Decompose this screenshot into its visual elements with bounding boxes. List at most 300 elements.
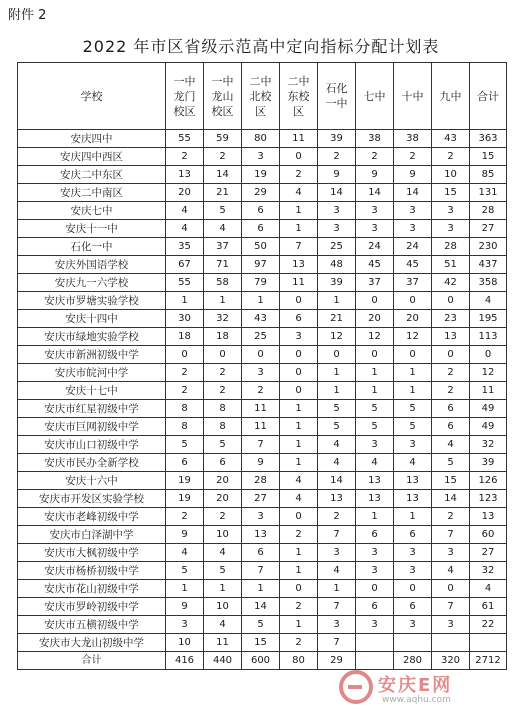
quota-cell: 11 (242, 418, 280, 436)
quota-cell: 1 (356, 382, 394, 400)
quota-cell: 4 (204, 544, 242, 562)
quota-cell: 11 (280, 130, 318, 148)
quota-cell: 14 (318, 472, 356, 490)
quota-cell: 2 (318, 148, 356, 166)
quota-cell: 195 (470, 310, 507, 328)
quota-cell: 61 (470, 598, 507, 616)
quota-cell: 2 (204, 382, 242, 400)
column-header: 二中东校区 (280, 63, 318, 130)
quota-cell: 1 (394, 382, 432, 400)
quota-cell: 2 (204, 364, 242, 382)
quota-cell: 3 (356, 544, 394, 562)
quota-cell: 0 (280, 148, 318, 166)
school-name-cell: 安庆市白泽湖中学 (18, 526, 166, 544)
quota-cell: 14 (432, 490, 470, 508)
watermark (338, 665, 522, 712)
quota-cell: 3 (394, 562, 432, 580)
quota-cell: 13 (166, 166, 204, 184)
quota-cell: 7 (280, 238, 318, 256)
quota-cell: 22 (470, 616, 507, 634)
quota-cell: 24 (394, 238, 432, 256)
table-row (18, 166, 507, 184)
quota-cell: 5 (166, 562, 204, 580)
quota-cell: 3 (432, 202, 470, 220)
quota-cell: 7 (318, 526, 356, 544)
quota-cell: 6 (242, 544, 280, 562)
column-header: 二中北校区 (242, 63, 280, 130)
quota-cell: 5 (166, 436, 204, 454)
quota-cell: 32 (470, 562, 507, 580)
quota-cell: 2 (280, 526, 318, 544)
table-row (18, 616, 507, 634)
school-name-cell: 安庆市罗塘实验学校 (18, 292, 166, 310)
column-header: 石化一中 (318, 63, 356, 130)
quota-cell: 13 (242, 526, 280, 544)
quota-cell: 13 (356, 490, 394, 508)
quota-cell: 8 (166, 400, 204, 418)
quota-cell: 10 (204, 598, 242, 616)
quota-cell: 19 (166, 472, 204, 490)
table-row (18, 238, 507, 256)
quota-cell: 4 (318, 562, 356, 580)
school-name-cell: 安庆九一六学校 (18, 274, 166, 292)
school-name-cell: 安庆市民办全新学校 (18, 454, 166, 472)
quota-cell: 0 (432, 580, 470, 598)
quota-cell: 1 (356, 364, 394, 382)
quota-cell: 437 (470, 256, 507, 274)
quota-cell: 9 (356, 166, 394, 184)
quota-cell: 3 (242, 148, 280, 166)
quota-cell: 49 (470, 400, 507, 418)
quota-cell: 2 (242, 382, 280, 400)
school-name-cell: 安庆十七中 (18, 382, 166, 400)
watermark-url: www.aqhu.com (382, 695, 451, 705)
quota-cell: 7 (432, 526, 470, 544)
quota-cell: 6 (394, 526, 432, 544)
quota-cell: 0 (356, 292, 394, 310)
school-name-cell: 安庆市皖河中学 (18, 364, 166, 382)
quota-cell: 12 (356, 328, 394, 346)
column-header: 一中龙门校区 (166, 63, 204, 130)
school-name-cell: 安庆市山口初级中学 (18, 436, 166, 454)
quota-cell: 67 (166, 256, 204, 274)
quota-table (17, 62, 507, 670)
quota-cell: 0 (394, 346, 432, 364)
quota-cell: 3 (242, 364, 280, 382)
quota-cell: 5 (204, 436, 242, 454)
quota-cell: 5 (204, 202, 242, 220)
quota-cell: 7 (318, 634, 356, 652)
quota-cell: 113 (470, 328, 507, 346)
quota-cell: 71 (204, 256, 242, 274)
quota-cell: 25 (318, 238, 356, 256)
quota-cell: 7 (242, 436, 280, 454)
quota-cell (432, 634, 470, 652)
quota-cell: 3 (394, 202, 432, 220)
total-row (18, 652, 507, 670)
table-header-row (18, 63, 507, 130)
quota-cell: 1 (318, 382, 356, 400)
school-name-cell: 安庆市新洲初级中学 (18, 346, 166, 364)
quota-cell: 6 (432, 400, 470, 418)
school-name-cell: 安庆市绿地实验学校 (18, 328, 166, 346)
quota-cell: 3 (318, 616, 356, 634)
quota-cell: 0 (280, 292, 318, 310)
table-row (18, 454, 507, 472)
table-row (18, 508, 507, 526)
school-name-cell: 安庆四中西区 (18, 148, 166, 166)
quota-cell: 2 (166, 148, 204, 166)
quota-cell: 358 (470, 274, 507, 292)
quota-cell: 12 (394, 328, 432, 346)
school-name-cell: 安庆市花山初级中学 (18, 580, 166, 598)
table-row (18, 346, 507, 364)
school-name-cell: 安庆四中 (18, 130, 166, 148)
quota-cell: 1 (280, 454, 318, 472)
table-row (18, 292, 507, 310)
quota-cell: 39 (470, 454, 507, 472)
school-name-cell: 安庆市五横初级中学 (18, 616, 166, 634)
quota-cell: 4 (166, 202, 204, 220)
quota-cell: 13 (356, 472, 394, 490)
quota-cell: 20 (204, 472, 242, 490)
quota-cell: 6 (432, 418, 470, 436)
quota-cell: 2 (318, 508, 356, 526)
watermark-text: 安庆E网 (378, 675, 453, 696)
quota-cell: 6 (166, 454, 204, 472)
quota-cell: 3 (356, 562, 394, 580)
quota-cell: 3 (394, 616, 432, 634)
quota-cell: 11 (470, 382, 507, 400)
quota-cell: 2 (280, 634, 318, 652)
column-header: 七中 (356, 63, 394, 130)
table-row (18, 220, 507, 238)
quota-cell: 14 (242, 598, 280, 616)
quota-cell: 4 (470, 580, 507, 598)
table-row (18, 256, 507, 274)
quota-cell: 126 (470, 472, 507, 490)
quota-cell: 3 (318, 202, 356, 220)
quota-cell: 19 (242, 166, 280, 184)
quota-cell: 5 (242, 616, 280, 634)
quota-cell: 6 (242, 202, 280, 220)
quota-cell: 32 (470, 436, 507, 454)
quota-cell: 0 (280, 364, 318, 382)
quota-cell: 3 (432, 616, 470, 634)
quota-cell: 2 (394, 148, 432, 166)
quota-cell: 363 (470, 130, 507, 148)
quota-cell: 10 (432, 166, 470, 184)
quota-cell: 4 (166, 220, 204, 238)
table-row (18, 184, 507, 202)
document-title: 2022 年市区省级示范高中定向指标分配计划表 (82, 37, 440, 56)
quota-cell: 2 (432, 382, 470, 400)
quota-cell: 9 (166, 598, 204, 616)
quota-cell: 2 (432, 148, 470, 166)
quota-cell: 0 (432, 292, 470, 310)
school-name-cell: 安庆市开发区实验学校 (18, 490, 166, 508)
quota-cell: 5 (356, 418, 394, 436)
column-header: 一中龙山校区 (204, 63, 242, 130)
quota-cell: 1 (242, 580, 280, 598)
school-name-cell: 安庆十六中 (18, 472, 166, 490)
quota-cell: 14 (318, 184, 356, 202)
table-row (18, 148, 507, 166)
quota-cell: 28 (242, 472, 280, 490)
quota-cell: 2 (166, 382, 204, 400)
quota-cell: 97 (242, 256, 280, 274)
quota-cell: 58 (204, 274, 242, 292)
quota-cell: 11 (204, 634, 242, 652)
quota-cell: 0 (280, 508, 318, 526)
total-cell: 280 (394, 652, 432, 670)
quota-cell: 28 (432, 238, 470, 256)
table-row (18, 274, 507, 292)
quota-cell: 1 (280, 202, 318, 220)
quota-cell: 43 (432, 130, 470, 148)
quota-cell: 19 (166, 490, 204, 508)
quota-cell: 7 (242, 562, 280, 580)
quota-cell: 4 (356, 454, 394, 472)
school-name-cell: 安庆市大龙山初级中学 (18, 634, 166, 652)
quota-cell: 3 (394, 220, 432, 238)
quota-cell: 85 (470, 166, 507, 184)
school-name-cell: 安庆二中南区 (18, 184, 166, 202)
school-name-cell: 安庆市老峰初级中学 (18, 508, 166, 526)
quota-cell: 5 (394, 400, 432, 418)
quota-cell: 1 (242, 292, 280, 310)
quota-cell: 9 (166, 526, 204, 544)
quota-cell: 59 (204, 130, 242, 148)
quota-cell: 27 (242, 490, 280, 508)
quota-cell: 0 (356, 346, 394, 364)
column-header: 十中 (394, 63, 432, 130)
quota-cell: 27 (470, 220, 507, 238)
quota-cell: 60 (470, 526, 507, 544)
table-row (18, 400, 507, 418)
quota-cell: 3 (394, 544, 432, 562)
column-header: 学校 (18, 63, 166, 130)
table-row (18, 544, 507, 562)
quota-cell: 39 (318, 130, 356, 148)
quota-cell: 11 (280, 274, 318, 292)
quota-cell: 4 (280, 490, 318, 508)
quota-cell: 7 (318, 598, 356, 616)
quota-cell: 8 (204, 418, 242, 436)
quota-cell: 0 (394, 292, 432, 310)
table-row (18, 382, 507, 400)
quota-cell: 123 (470, 490, 507, 508)
total-cell: 416 (166, 652, 204, 670)
column-header: 九中 (432, 63, 470, 130)
quota-cell: 14 (356, 184, 394, 202)
table-row (18, 490, 507, 508)
quota-cell: 1 (166, 580, 204, 598)
quota-cell: 2 (166, 364, 204, 382)
quota-cell: 13 (318, 490, 356, 508)
attachment-label: 附件 2 (8, 8, 47, 23)
table-row (18, 562, 507, 580)
quota-cell: 0 (470, 346, 507, 364)
quota-cell: 0 (394, 580, 432, 598)
quota-cell: 5 (318, 400, 356, 418)
quota-cell: 1 (204, 292, 242, 310)
site-logo-icon (338, 669, 374, 705)
quota-cell: 14 (204, 166, 242, 184)
quota-cell (356, 634, 394, 652)
quota-cell: 1 (394, 364, 432, 382)
quota-cell: 2 (356, 148, 394, 166)
quota-cell: 15 (432, 184, 470, 202)
quota-cell: 3 (166, 616, 204, 634)
quota-cell: 9 (242, 454, 280, 472)
quota-cell: 1 (280, 220, 318, 238)
quota-cell: 55 (166, 274, 204, 292)
quota-cell: 3 (394, 436, 432, 454)
quota-cell: 9 (394, 166, 432, 184)
quota-cell: 0 (318, 346, 356, 364)
quota-cell: 14 (394, 184, 432, 202)
quota-cell: 20 (204, 490, 242, 508)
quota-cell: 18 (204, 328, 242, 346)
quota-cell: 2 (204, 508, 242, 526)
quota-cell: 13 (432, 328, 470, 346)
quota-cell: 230 (470, 238, 507, 256)
quota-cell (394, 634, 432, 652)
quota-cell: 3 (356, 436, 394, 454)
school-name-cell: 安庆市杨桥初级中学 (18, 562, 166, 580)
quota-cell: 5 (394, 418, 432, 436)
quota-cell: 20 (394, 310, 432, 328)
quota-cell: 12 (470, 364, 507, 382)
quota-cell: 1 (280, 436, 318, 454)
quota-cell: 3 (242, 508, 280, 526)
quota-cell: 50 (242, 238, 280, 256)
table-row (18, 526, 507, 544)
quota-cell: 5 (318, 418, 356, 436)
quota-cell: 35 (166, 238, 204, 256)
table-row (18, 580, 507, 598)
quota-cell: 8 (204, 400, 242, 418)
quota-cell: 5 (204, 562, 242, 580)
quota-cell: 2 (280, 598, 318, 616)
quota-cell: 1 (280, 418, 318, 436)
quota-cell: 4 (318, 454, 356, 472)
quota-cell: 45 (394, 256, 432, 274)
quota-cell: 3 (432, 220, 470, 238)
quota-cell: 37 (356, 274, 394, 292)
quota-cell: 38 (356, 130, 394, 148)
quota-cell: 12 (318, 328, 356, 346)
quota-cell: 6 (356, 526, 394, 544)
quota-cell: 21 (318, 310, 356, 328)
total-cell: 600 (242, 652, 280, 670)
quota-cell: 0 (280, 346, 318, 364)
quota-cell: 6 (204, 454, 242, 472)
quota-cell: 30 (166, 310, 204, 328)
quota-cell: 3 (432, 544, 470, 562)
quota-cell: 0 (280, 382, 318, 400)
quota-cell: 4 (432, 562, 470, 580)
quota-cell: 1 (394, 508, 432, 526)
quota-cell: 10 (166, 634, 204, 652)
quota-cell: 0 (356, 580, 394, 598)
quota-cell: 4 (432, 436, 470, 454)
quota-cell: 1 (280, 400, 318, 418)
table-row (18, 310, 507, 328)
quota-cell: 4 (470, 292, 507, 310)
quota-cell: 49 (470, 418, 507, 436)
quota-cell: 20 (356, 310, 394, 328)
quota-cell: 2 (204, 148, 242, 166)
quota-cell: 10 (204, 526, 242, 544)
quota-cell: 1 (204, 580, 242, 598)
quota-cell: 28 (470, 202, 507, 220)
quota-cell: 43 (242, 310, 280, 328)
quota-cell: 13 (470, 508, 507, 526)
school-name-cell: 安庆十一中 (18, 220, 166, 238)
school-name-cell: 安庆市罗岭初级中学 (18, 598, 166, 616)
quota-cell: 20 (166, 184, 204, 202)
quota-cell: 6 (242, 220, 280, 238)
quota-cell: 79 (242, 274, 280, 292)
quota-cell: 0 (280, 580, 318, 598)
quota-cell: 39 (318, 274, 356, 292)
quota-cell: 3 (318, 544, 356, 562)
quota-cell: 15 (242, 634, 280, 652)
quota-cell: 2 (280, 166, 318, 184)
table-row (18, 634, 507, 652)
quota-cell: 11 (242, 400, 280, 418)
total-cell: 29 (318, 652, 356, 670)
school-name-cell: 石化一中 (18, 238, 166, 256)
quota-cell: 2 (166, 508, 204, 526)
quota-cell: 45 (356, 256, 394, 274)
quota-cell: 13 (280, 256, 318, 274)
quota-cell: 9 (318, 166, 356, 184)
quota-cell: 1 (280, 544, 318, 562)
quota-cell: 80 (242, 130, 280, 148)
quota-cell: 4 (204, 220, 242, 238)
table-row (18, 472, 507, 490)
school-name-cell: 安庆十四中 (18, 310, 166, 328)
quota-cell: 5 (356, 400, 394, 418)
quota-cell: 4 (166, 544, 204, 562)
school-name-cell: 安庆二中东区 (18, 166, 166, 184)
quota-cell (470, 634, 507, 652)
quota-cell: 38 (394, 130, 432, 148)
table-row (18, 364, 507, 382)
quota-cell: 131 (470, 184, 507, 202)
school-name-cell: 安庆外国语学校 (18, 256, 166, 274)
school-name-cell: 安庆市大枫初级中学 (18, 544, 166, 562)
table-row (18, 202, 507, 220)
quota-cell: 1 (318, 292, 356, 310)
quota-cell: 23 (432, 310, 470, 328)
quota-cell: 37 (204, 238, 242, 256)
school-name-cell: 安庆市红星初级中学 (18, 400, 166, 418)
quota-cell: 0 (432, 346, 470, 364)
table-row (18, 328, 507, 346)
quota-cell: 4 (318, 436, 356, 454)
quota-cell: 2 (432, 364, 470, 382)
quota-cell: 13 (394, 472, 432, 490)
quota-cell: 1 (318, 364, 356, 382)
quota-cell: 29 (242, 184, 280, 202)
quota-cell: 3 (318, 220, 356, 238)
quota-cell: 1 (280, 616, 318, 634)
quota-cell: 2 (432, 508, 470, 526)
